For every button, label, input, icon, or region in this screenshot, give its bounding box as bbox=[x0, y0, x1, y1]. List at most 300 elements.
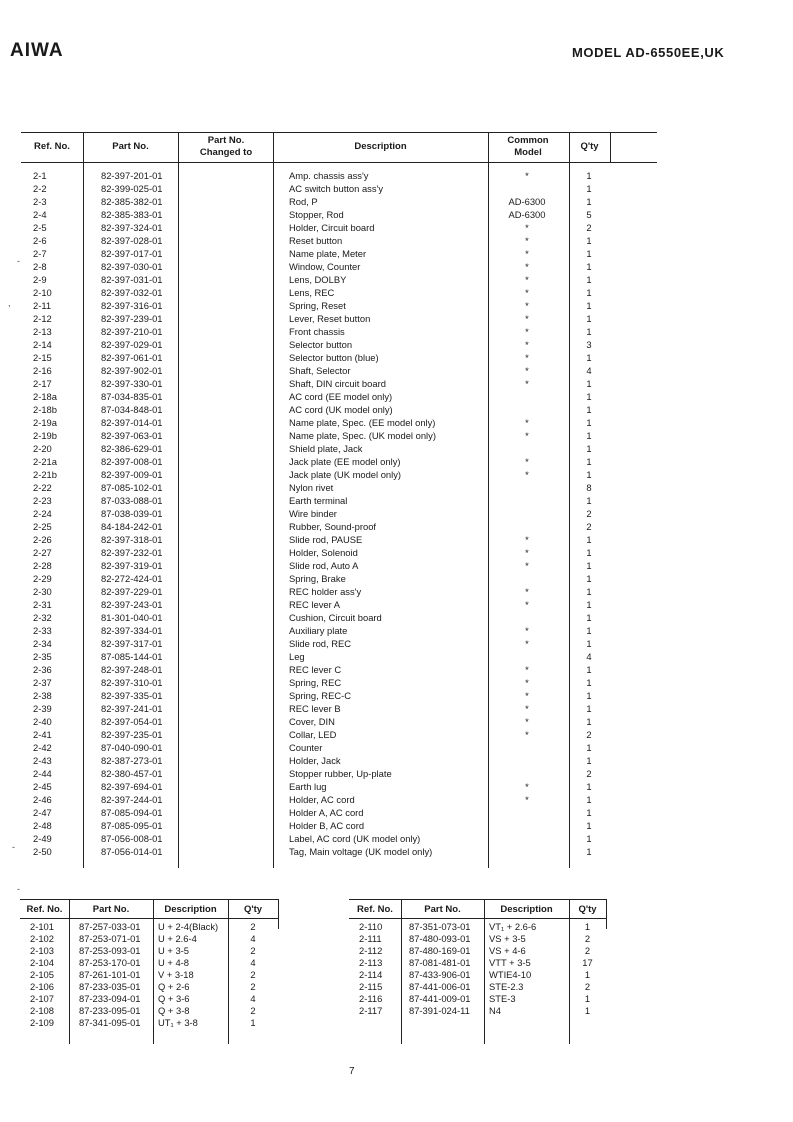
ref-cell: 2-16 bbox=[33, 365, 52, 376]
common-model-cell: * bbox=[525, 781, 529, 792]
table-row bbox=[21, 416, 657, 429]
header-part: Part No. bbox=[112, 141, 149, 152]
ref-cell: 2-48 bbox=[33, 820, 52, 831]
table-row bbox=[20, 945, 279, 957]
ref-cell: 2-36 bbox=[33, 664, 52, 675]
description-cell: Shaft, DIN circuit board bbox=[289, 378, 386, 389]
qty-cell: 1 bbox=[586, 703, 592, 714]
description-cell: Holder, Jack bbox=[289, 755, 341, 766]
table-row bbox=[21, 429, 657, 442]
description-cell: Name plate, Spec. (EE model only) bbox=[289, 417, 436, 428]
part-no-cell: 87-441-006-01 bbox=[409, 981, 471, 992]
ref-cell: 2-113 bbox=[359, 957, 383, 968]
common-model-cell: * bbox=[525, 469, 529, 480]
common-model-cell: * bbox=[525, 170, 529, 181]
ref-cell: 2-43 bbox=[33, 755, 52, 766]
description-cell: Q + 2-6 bbox=[158, 981, 190, 992]
qty-cell: 2 bbox=[586, 508, 592, 519]
ref-cell: 2-33 bbox=[33, 625, 52, 636]
table-row bbox=[20, 981, 279, 993]
qty-cell: 1 bbox=[586, 664, 592, 675]
description-cell: Holder, AC cord bbox=[289, 794, 355, 805]
description-cell: Collar, LED bbox=[289, 729, 337, 740]
qty-cell: 2 bbox=[586, 729, 592, 740]
qty-cell: 4 bbox=[250, 957, 256, 968]
part-no-cell: 82-397-008-01 bbox=[101, 456, 163, 467]
ref-cell: 2-42 bbox=[33, 742, 52, 753]
ref-cell: 2-35 bbox=[33, 651, 52, 662]
qty-cell: 2 bbox=[250, 921, 256, 932]
table-row bbox=[21, 676, 657, 689]
part-no-cell: 82-399-025-01 bbox=[101, 183, 163, 194]
table-row bbox=[21, 741, 657, 754]
description-cell: Auxiliary plate bbox=[289, 625, 348, 636]
table-row bbox=[21, 182, 657, 195]
part-no-cell: 82-397-014-01 bbox=[101, 417, 163, 428]
table-row bbox=[21, 728, 657, 741]
description-cell: Jack plate (UK model only) bbox=[289, 469, 402, 480]
description-cell: Spring, Brake bbox=[289, 573, 346, 584]
ref-cell: 2-11 bbox=[33, 300, 52, 311]
table-row bbox=[20, 969, 279, 981]
qty-cell: 2 bbox=[586, 768, 592, 779]
header-ref: Ref. No. bbox=[34, 141, 70, 152]
ref-cell: 2-21b bbox=[33, 469, 57, 480]
ref-cell: 2-30 bbox=[33, 586, 52, 597]
common-model-cell: * bbox=[525, 625, 529, 636]
ref-cell: 2-31 bbox=[33, 599, 52, 610]
header-bottom-rule bbox=[20, 918, 279, 919]
ref-cell: 2-7 bbox=[33, 248, 47, 259]
ref-cell: 2-104 bbox=[30, 957, 54, 968]
qty-cell: 1 bbox=[586, 235, 592, 246]
qty-cell: 1 bbox=[584, 993, 591, 1004]
description-cell: V + 3-18 bbox=[158, 969, 194, 980]
ref-cell: 2-40 bbox=[33, 716, 52, 727]
table-row bbox=[349, 1005, 607, 1017]
table-row bbox=[20, 1005, 279, 1017]
table-row bbox=[20, 933, 279, 945]
description-cell: AC cord (EE model only) bbox=[289, 391, 393, 402]
part-no-cell: 82-380-457-01 bbox=[101, 768, 163, 779]
part-no-cell: 82-397-330-01 bbox=[101, 378, 163, 389]
table-row bbox=[21, 598, 657, 611]
qty-cell: 1 bbox=[586, 612, 592, 623]
header-description: Description bbox=[500, 904, 553, 915]
table-row bbox=[349, 981, 607, 993]
qty-cell: 1 bbox=[584, 969, 591, 980]
part-no-cell: 87-040-090-01 bbox=[101, 742, 163, 753]
part-no-cell: 87-085-102-01 bbox=[101, 482, 163, 493]
model-title: MODEL AD-6550EE,UK bbox=[572, 45, 725, 60]
qty-cell: 2 bbox=[250, 969, 256, 980]
common-model-cell: * bbox=[525, 313, 529, 324]
ref-cell: 2-112 bbox=[359, 945, 383, 956]
ref-cell: 2-2 bbox=[33, 183, 47, 194]
qty-cell: 1 bbox=[586, 352, 592, 363]
part-no-cell: 87-253-071-01 bbox=[79, 933, 141, 944]
ref-cell: 2-26 bbox=[33, 534, 52, 545]
part-no-cell: 82-397-318-01 bbox=[101, 534, 163, 545]
ref-cell: 2-115 bbox=[359, 981, 383, 992]
table-row bbox=[21, 806, 657, 819]
header-changed: Part No. Changed to bbox=[199, 135, 253, 158]
screw-table-right bbox=[349, 899, 607, 1044]
table-row bbox=[21, 533, 657, 546]
part-no-cell: 82-397-335-01 bbox=[101, 690, 163, 701]
description-cell: N4 bbox=[489, 1005, 501, 1016]
qty-cell: 1 bbox=[586, 690, 592, 701]
table-row bbox=[21, 845, 657, 858]
table-row bbox=[21, 325, 657, 338]
common-model-cell: * bbox=[525, 365, 529, 376]
brand-logo: AIWA bbox=[10, 40, 64, 61]
ref-cell: 2-24 bbox=[33, 508, 52, 519]
ref-cell: 2-41 bbox=[33, 729, 52, 740]
common-model-cell: * bbox=[525, 599, 529, 610]
description-cell: Window, Counter bbox=[289, 261, 361, 272]
common-model-cell: AD-6300 bbox=[508, 196, 546, 207]
header-part: Part No. bbox=[424, 904, 461, 915]
part-no-cell: 82-397-239-01 bbox=[101, 313, 163, 324]
common-model-cell: * bbox=[525, 326, 529, 337]
qty-cell: 1 bbox=[586, 261, 592, 272]
table-row bbox=[21, 819, 657, 832]
part-no-cell: 87-233-035-01 bbox=[79, 981, 141, 992]
description-cell: Holder B, AC cord bbox=[289, 820, 365, 831]
ref-cell: 2-27 bbox=[33, 547, 52, 558]
qty-cell: 17 bbox=[582, 957, 593, 968]
qty-cell: 5 bbox=[586, 209, 592, 220]
part-no-cell: 82-397-235-01 bbox=[101, 729, 163, 740]
common-model-cell: * bbox=[525, 586, 529, 597]
ref-cell: 2-109 bbox=[30, 1017, 54, 1028]
ref-cell: 2-21a bbox=[33, 456, 57, 467]
description-cell: Q + 3-8 bbox=[158, 1005, 190, 1016]
qty-cell: 1 bbox=[586, 547, 592, 558]
qty-cell: 1 bbox=[586, 417, 592, 428]
part-no-cell: 87-081-481-01 bbox=[409, 957, 471, 968]
qty-cell: 1 bbox=[586, 469, 592, 480]
table-row bbox=[21, 403, 657, 416]
common-model-cell: * bbox=[525, 261, 529, 272]
part-no-cell: 82-397-029-01 bbox=[101, 339, 163, 350]
common-model-cell: * bbox=[525, 794, 529, 805]
description-cell: Tag, Main voltage (UK model only) bbox=[289, 846, 433, 857]
description-cell: Shaft, Selector bbox=[289, 365, 351, 376]
ref-cell: 2-44 bbox=[33, 768, 52, 779]
part-no-cell: 84-184-242-01 bbox=[101, 521, 163, 532]
ref-cell: 2-110 bbox=[359, 921, 383, 932]
header-qty: Q'ty bbox=[580, 141, 599, 152]
description-cell: Holder, Circuit board bbox=[289, 222, 375, 233]
screw-rows bbox=[349, 921, 607, 1017]
part-no-cell: 82-397-334-01 bbox=[101, 625, 163, 636]
qty-cell: 4 bbox=[586, 651, 592, 662]
common-model-cell: * bbox=[525, 430, 529, 441]
table-row bbox=[349, 993, 607, 1005]
table-row bbox=[21, 338, 657, 351]
description-cell: WTIE4-10 bbox=[489, 969, 532, 980]
qty-cell: 1 bbox=[586, 274, 592, 285]
description-cell: REC lever C bbox=[289, 664, 342, 675]
ref-cell: 2-34 bbox=[33, 638, 52, 649]
description-cell: STE-2.3 bbox=[489, 981, 524, 992]
part-no-cell: 87-341-095-01 bbox=[79, 1017, 141, 1028]
description-cell: Holder, Solenoid bbox=[289, 547, 358, 558]
part-no-cell: 82-387-273-01 bbox=[101, 755, 163, 766]
qty-cell: 1 bbox=[586, 495, 592, 506]
screw-rows bbox=[20, 921, 279, 1029]
ref-cell: 2-22 bbox=[33, 482, 52, 493]
description-cell: Spring, Reset bbox=[289, 300, 346, 311]
table-row bbox=[20, 921, 279, 933]
table-row bbox=[21, 221, 657, 234]
ref-cell: 2-29 bbox=[33, 573, 52, 584]
ref-cell: 2-49 bbox=[33, 833, 52, 844]
qty-cell: 4 bbox=[586, 365, 592, 376]
ref-cell: 2-4 bbox=[33, 209, 47, 220]
qty-cell: 1 bbox=[586, 781, 592, 792]
common-model-cell: * bbox=[525, 690, 529, 701]
table-row bbox=[21, 234, 657, 247]
description-cell: Lens, DOLBY bbox=[289, 274, 347, 285]
part-no-cell: 82-397-317-01 bbox=[101, 638, 163, 649]
part-no-cell: 87-034-848-01 bbox=[101, 404, 163, 415]
ref-cell: 2-18a bbox=[33, 391, 57, 402]
qty-cell: 1 bbox=[586, 807, 592, 818]
table-row bbox=[21, 611, 657, 624]
qty-cell: 1 bbox=[586, 625, 592, 636]
table-row bbox=[21, 572, 657, 585]
table-row bbox=[349, 945, 607, 957]
part-no-cell: 82-397-054-01 bbox=[101, 716, 163, 727]
part-no-cell: 87-033-088-01 bbox=[101, 495, 163, 506]
part-no-cell: 87-056-008-01 bbox=[101, 833, 163, 844]
table-row bbox=[21, 650, 657, 663]
qty-cell: 1 bbox=[586, 638, 592, 649]
part-no-cell: 82-385-382-01 bbox=[101, 196, 163, 207]
qty-cell: 2 bbox=[586, 222, 592, 233]
ref-cell: 2-14 bbox=[33, 339, 52, 350]
ref-cell: 2-13 bbox=[33, 326, 52, 337]
column-divider bbox=[610, 132, 611, 162]
part-no-cell: 82-397-210-01 bbox=[101, 326, 163, 337]
part-no-cell: 82-397-248-01 bbox=[101, 664, 163, 675]
qty-cell: 1 bbox=[586, 313, 592, 324]
qty-cell: 1 bbox=[586, 677, 592, 688]
description-cell: Wire binder bbox=[289, 508, 337, 519]
ref-cell: 2-18b bbox=[33, 404, 57, 415]
header-ref: Ref. No. bbox=[26, 904, 63, 915]
table-row bbox=[21, 637, 657, 650]
part-no-cell: 82-397-063-01 bbox=[101, 430, 163, 441]
description-cell: Holder A, AC cord bbox=[289, 807, 364, 818]
ref-cell: 2-3 bbox=[33, 196, 47, 207]
part-no-cell: 87-261-101-01 bbox=[79, 969, 141, 980]
part-no-cell: 82-272-424-01 bbox=[101, 573, 163, 584]
qty-cell: 1 bbox=[586, 391, 592, 402]
header-part: Part No. bbox=[92, 904, 130, 915]
ref-cell: 2-32 bbox=[33, 612, 52, 623]
description-cell: Lens, REC bbox=[289, 287, 335, 298]
description-cell: VS + 3-5 bbox=[489, 933, 526, 944]
qty-cell: 1 bbox=[586, 716, 592, 727]
description-cell: REC lever B bbox=[289, 703, 341, 714]
part-no-cell: 82-397-319-01 bbox=[101, 560, 163, 571]
qty-cell: 1 bbox=[586, 196, 592, 207]
table-row bbox=[21, 793, 657, 806]
qty-cell: 1 bbox=[586, 170, 592, 181]
common-model-cell: * bbox=[525, 235, 529, 246]
table-row bbox=[21, 767, 657, 780]
description-cell: Rod, P bbox=[289, 196, 318, 207]
common-model-cell: AD-6300 bbox=[508, 209, 546, 220]
part-no-cell: 87-233-095-01 bbox=[79, 1005, 141, 1016]
qty-cell: 1 bbox=[586, 534, 592, 545]
qty-cell: 3 bbox=[586, 339, 592, 350]
qty-cell: 1 bbox=[586, 443, 592, 454]
part-no-cell: 82-397-017-01 bbox=[101, 248, 163, 259]
table-row bbox=[21, 780, 657, 793]
part-no-cell: 82-397-229-01 bbox=[101, 586, 163, 597]
description-cell: Reset button bbox=[289, 235, 343, 246]
qty-cell: 1 bbox=[586, 742, 592, 753]
ref-cell: 2-19a bbox=[33, 417, 57, 428]
description-cell: Jack plate (EE model only) bbox=[289, 456, 401, 467]
qty-cell: 1 bbox=[586, 755, 592, 766]
ref-cell: 2-47 bbox=[33, 807, 52, 818]
common-model-cell: * bbox=[525, 248, 529, 259]
table-row bbox=[21, 351, 657, 364]
qty-cell: 4 bbox=[250, 933, 256, 944]
description-cell: Leg bbox=[289, 651, 305, 662]
part-no-cell: 82-397-028-01 bbox=[101, 235, 163, 246]
ref-cell: 2-6 bbox=[33, 235, 47, 246]
qty-cell: 1 bbox=[584, 1005, 591, 1016]
description-cell: VS + 4-6 bbox=[489, 945, 526, 956]
qty-cell: 8 bbox=[586, 482, 592, 493]
qty-cell: 1 bbox=[586, 599, 592, 610]
description-cell: Earth terminal bbox=[289, 495, 348, 506]
ref-cell: 2-117 bbox=[359, 1005, 383, 1016]
qty-cell: 2 bbox=[584, 981, 591, 992]
description-cell: Slide rod, REC bbox=[289, 638, 352, 649]
margin-mark: , bbox=[8, 298, 11, 308]
table-row bbox=[21, 273, 657, 286]
qty-cell: 2 bbox=[584, 933, 591, 944]
screw-table-left bbox=[20, 899, 279, 1044]
part-no-cell: 87-085-095-01 bbox=[101, 820, 163, 831]
margin-mark: - bbox=[17, 884, 20, 894]
ref-cell: 2-37 bbox=[33, 677, 52, 688]
common-model-cell: * bbox=[525, 729, 529, 740]
header-common-model: Common Model bbox=[507, 135, 549, 158]
part-no-cell: 81-301-040-01 bbox=[101, 612, 163, 623]
description-cell: Rubber, Sound-proof bbox=[289, 521, 377, 532]
description-cell: AC switch button ass'y bbox=[289, 183, 384, 194]
table-row bbox=[21, 377, 657, 390]
common-model-cell: * bbox=[525, 638, 529, 649]
common-model-cell: * bbox=[525, 534, 529, 545]
qty-cell: 2 bbox=[250, 1005, 256, 1016]
ref-cell: 2-106 bbox=[30, 981, 54, 992]
ref-cell: 2-116 bbox=[359, 993, 383, 1004]
ref-cell: 2-20 bbox=[33, 443, 52, 454]
table-row bbox=[21, 507, 657, 520]
description-cell: Spring, REC bbox=[289, 677, 342, 688]
part-no-cell: 82-397-241-01 bbox=[101, 703, 163, 714]
parts-rows bbox=[21, 169, 657, 858]
qty-cell: 1 bbox=[586, 456, 592, 467]
common-model-cell: * bbox=[525, 222, 529, 233]
description-cell: VTT + 3-5 bbox=[489, 957, 531, 968]
part-no-cell: 82-397-009-01 bbox=[101, 469, 163, 480]
common-model-cell: * bbox=[525, 456, 529, 467]
common-model-cell: * bbox=[525, 547, 529, 558]
qty-cell: 1 bbox=[586, 326, 592, 337]
qty-cell: 1 bbox=[586, 833, 592, 844]
ref-cell: 2-101 bbox=[30, 921, 54, 932]
part-no-cell: 87-253-170-01 bbox=[79, 957, 141, 968]
table-row bbox=[349, 933, 607, 945]
part-no-cell: 82-397-316-01 bbox=[101, 300, 163, 311]
ref-cell: 2-25 bbox=[33, 521, 52, 532]
ref-cell: 2-46 bbox=[33, 794, 52, 805]
table-row bbox=[21, 494, 657, 507]
common-model-cell: * bbox=[525, 716, 529, 727]
description-cell: Slide rod, PAUSE bbox=[289, 534, 363, 545]
part-no-cell: 87-038-039-01 bbox=[101, 508, 163, 519]
description-cell: Front chassis bbox=[289, 326, 345, 337]
qty-cell: 1 bbox=[586, 794, 592, 805]
part-no-cell: 82-397-032-01 bbox=[101, 287, 163, 298]
description-cell: Slide rod, Auto A bbox=[289, 560, 359, 571]
qty-cell: 1 bbox=[586, 287, 592, 298]
part-no-cell: 87-433-906-01 bbox=[409, 969, 471, 980]
common-model-cell: * bbox=[525, 352, 529, 363]
qty-cell: 1 bbox=[586, 586, 592, 597]
part-no-cell: 82-397-243-01 bbox=[101, 599, 163, 610]
part-no-cell: 82-397-030-01 bbox=[101, 261, 163, 272]
description-cell: Shield plate, Jack bbox=[289, 443, 363, 454]
header-bottom-rule bbox=[21, 162, 657, 163]
table-row bbox=[349, 921, 607, 933]
description-cell: VT₁ + 2.6-6 bbox=[489, 921, 537, 932]
margin-mark: - bbox=[17, 256, 20, 266]
part-no-cell: 82-397-310-01 bbox=[101, 677, 163, 688]
table-top-rule bbox=[20, 899, 279, 900]
table-row bbox=[21, 754, 657, 767]
table-row bbox=[21, 702, 657, 715]
table-row bbox=[20, 1017, 279, 1029]
table-row bbox=[21, 286, 657, 299]
part-no-cell: 87-480-093-01 bbox=[409, 933, 471, 944]
table-row bbox=[21, 195, 657, 208]
part-no-cell: 87-056-014-01 bbox=[101, 846, 163, 857]
table-row bbox=[20, 957, 279, 969]
ref-cell: 2-9 bbox=[33, 274, 47, 285]
qty-cell: 1 bbox=[586, 573, 592, 584]
part-no-cell: 87-391-024-11 bbox=[409, 1005, 470, 1016]
ref-cell: 2-45 bbox=[33, 781, 52, 792]
description-cell: Cover, DIN bbox=[289, 716, 335, 727]
ref-cell: 2-105 bbox=[30, 969, 54, 980]
part-no-cell: 82-397-061-01 bbox=[101, 352, 163, 363]
description-cell: Name plate, Spec. (UK model only) bbox=[289, 430, 436, 441]
qty-cell: 1 bbox=[586, 378, 592, 389]
ref-cell: 2-28 bbox=[33, 560, 52, 571]
